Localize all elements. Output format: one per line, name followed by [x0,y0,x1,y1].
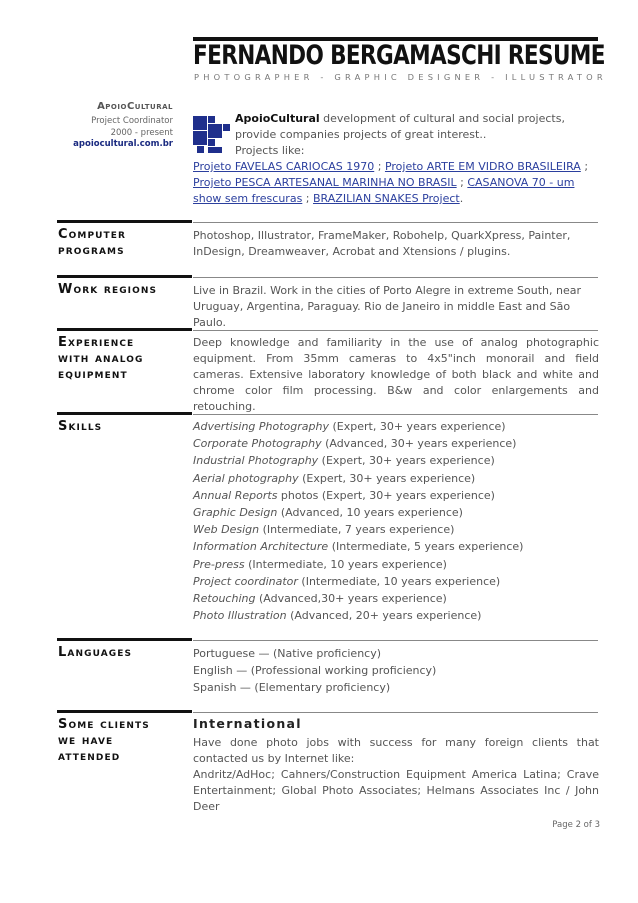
language-item: Spanish — (Elementary proficiency) [193,681,391,694]
projects-label: Projects like: [235,144,305,157]
section-heading-rule [57,220,192,223]
clients-subheading: International [193,716,302,731]
section-divider [193,277,598,278]
heading-computer-programs: Computer programs [58,227,127,258]
skill-item: Advertising Photography (Expert, 30+ years experience) [193,420,506,433]
languages-list [193,645,599,696]
skills-list [193,418,599,624]
section-heading-rule [57,710,192,713]
project-link-pesca[interactable]: Projeto PESCA ARTESANAL MARINHA NO BRASIL [193,176,457,189]
section-divider [193,222,598,223]
skill-item: Annual Reports photos (Expert, 30+ years experience) [193,488,495,502]
section-divider [193,414,598,415]
heading-work-regions: Work regions [58,282,158,297]
section-divider [193,712,598,713]
language-item: Portuguese — (Native proficiency) [193,647,382,660]
skill-item: Photo Illustration (Advanced, 20+ years experience) [193,609,482,623]
section-heading-rule [57,275,192,278]
section-heading-rule [57,328,192,331]
skill-item: Industrial Photography (Expert, 30+ years experience) [193,454,495,468]
skill-item: Web Design (Intermediate, 7 years experience) [193,523,455,537]
section-heading-rule [57,412,192,415]
skill-item: Corporate Photography (Advanced, 30+ years experience) [193,437,517,451]
org-name: ApoioCultural [97,101,173,112]
language-item: English — (Professional working proficiency) [193,664,437,677]
resume-subtitle: PHOTOGRAPHER - GRAPHIC DESIGNER - ILLUSTRATOR [194,72,607,82]
heading-experience-analog: Experience with analog equipment [58,335,144,382]
project-link-arte-em-vidro[interactable]: Projeto ARTE EM VIDRO BRASILEIRA [384,160,581,173]
clients-section-body [193,716,599,815]
skill-item: Retouching (Advanced,30+ years experience) [193,592,447,606]
project-link-favelas[interactable]: Projeto FAVELAS CARIOCAS 1970 [193,160,375,173]
skill-item: Aerial photography (Expert, 30+ years experience) [193,471,476,485]
work-regions-text: Live in Brazil. Work in the cities of Porto Alegre in extreme South, near Uruguay, Argentina, Paraguay. Rio de Janeiro in middle East and São Paulo. [193,284,581,329]
section-divider [193,330,598,331]
heading-clients: Some clients we have attended [58,717,150,764]
resume-title: FERNANDO BERGAMASCHI RESUME [193,40,605,71]
heading-languages: Languages [58,645,133,660]
org-intro-name: ApoioCultural [235,112,320,125]
section-heading-rule [57,638,192,641]
heading-skills: Skills [58,419,103,434]
org-role: Project Coordinator [91,116,173,126]
page-number: Page 2 of 3 [552,820,600,830]
org-intro [235,111,599,159]
clients-list-text: Andritz/AdHoc; Cahners/Construction Equipment America Latina; Crave Entertainment; Global Photo Associates; Helmans Associates Inc / John Deer [193,768,599,813]
computer-programs-text: Photoshop, Illustrator, FrameMaker, Robohelp, QuarkXpress, Painter, InDesign, Dreamweaver, Acrobat and Xtensions / plugins. [193,229,571,258]
skill-item: Pre-press (Intermediate, 10 years experience) [193,557,447,571]
project-link-casanova[interactable]: CASANOVA 70 - um show sem frescuras [193,176,575,205]
skill-item: Information Architecture (Intermediate, 5 years experience) [193,540,524,554]
skill-item: Project coordinator (Intermediate, 10 years experience) [193,574,501,588]
org-website-link[interactable]: apoiocultural.com.br [73,139,173,149]
skill-item: Graphic Design (Advanced, 10 years experience) [193,506,463,520]
org-intro-text: development of cultural and social projects, provide companies projects of great interest.. [235,112,565,141]
section-divider [193,640,598,641]
clients-intro-text: Have done photo jobs with success for many foreign clients that contacted us by Internet like: [193,736,599,765]
project-link-snakes[interactable]: BRAZILIAN SNAKES Project [313,192,460,205]
org-years: 2000 - present [110,128,173,138]
apoiocultural-logo-icon [193,116,230,153]
projects-list: Projeto FAVELAS CARIOCAS 1970 ; Projeto ARTE EM VIDRO BRASILEIRA ; Projeto PESCA ARTESANAL MARINHA NO BRASIL ; CASANOVA 70 - um show sem frescuras ; BRAZILIAN SNAKES Project. [193,160,589,205]
experience-text: Deep knowledge and familiarity in the use of analog photographic equipment. From 35mm cameras to 4x5"inch monorail and field cameras. Extensive laboratory knowledge of both black and white and chrome color film processing. B&w and color enlargements and retouching. [193,336,599,413]
